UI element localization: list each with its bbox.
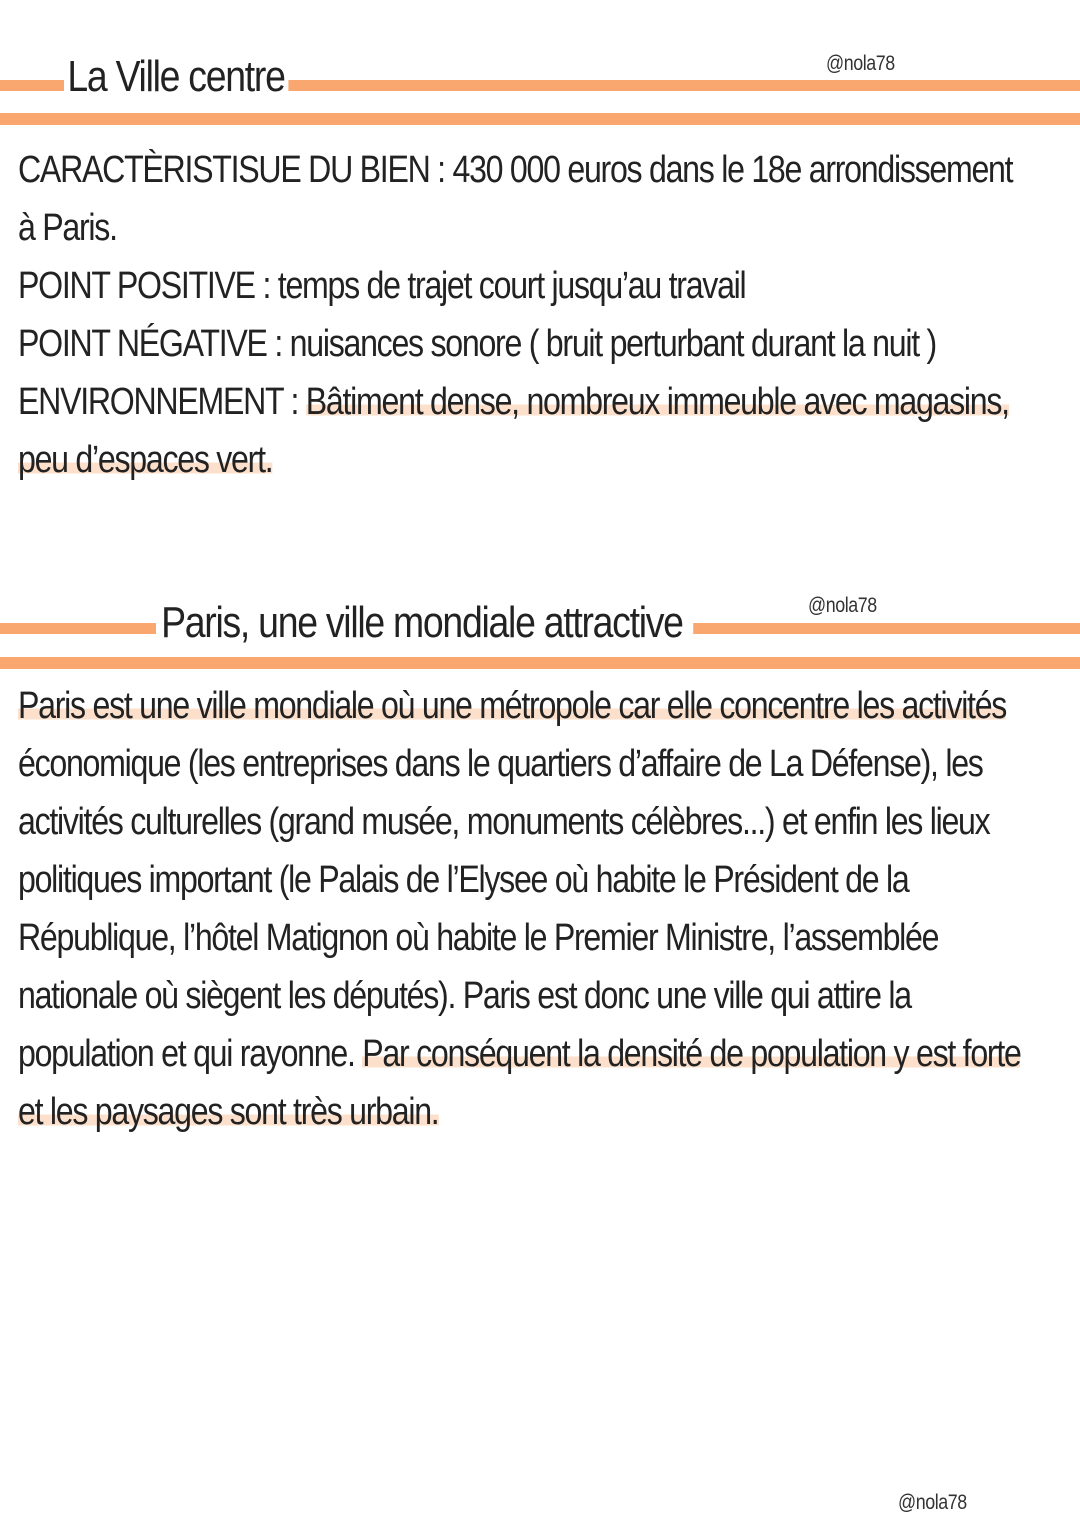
highlighted-text: Bâtiment dense, nombreux immeuble avec magasins, peu d’espaces vert. — [18, 381, 1009, 481]
field-label: ENVIRONNEMENT : — [18, 381, 306, 423]
paragraph — [18, 677, 1024, 1141]
field-label: POINT NÉGATIVE : — [18, 323, 290, 365]
field-value: temps de trajet court jusqu’au travail — [277, 265, 746, 307]
highlighted-text: Paris est une ville mondiale où une métropole car elle concentre les activités — [18, 685, 1007, 727]
section2-body — [18, 677, 1024, 1141]
section1-title: La Ville centre — [64, 52, 288, 102]
footer-handle: @nola78 — [898, 1491, 967, 1514]
section2-title: Paris, une ville mondiale attractive — [156, 598, 693, 648]
negative-point — [18, 315, 1024, 373]
field-value: 430 000 euros dans le 18e arrondissement à Paris. — [18, 149, 1013, 249]
section1-body — [18, 141, 1024, 489]
author-handle: @nola78 — [808, 594, 877, 617]
header-rule-bottom — [0, 113, 1080, 125]
property-characteristics — [18, 141, 1024, 257]
header-rule-bottom — [0, 657, 1080, 669]
field-value: nuisances sonore ( bruit perturbant durant la nuit ) — [289, 323, 936, 365]
highlighted-text: Par conséquent la densité de population y est forte et les paysages sont très urbain. — [18, 1033, 1021, 1133]
field-label: CARACTÈRISTISUE DU BIEN : — [18, 149, 453, 191]
positive-point — [18, 257, 1024, 315]
field-label: POINT POSITIVE : — [18, 265, 278, 307]
environment — [18, 373, 1024, 489]
paragraph-text: économique (les entreprises dans le quartiers d’affaire de La Défense), les activités culturelles (grand musée, monuments célèbres...) et enfin les lieux politiques important (le Palais de l’Elysee où habite le Président de la République, l’hôtel Matignon où habite le Premier Ministre, l’assemblée nationale où siègent les députés). Paris est donc une ville qui attire la population et qui rayonne. — [18, 743, 990, 1075]
author-handle: @nola78 — [826, 52, 895, 75]
